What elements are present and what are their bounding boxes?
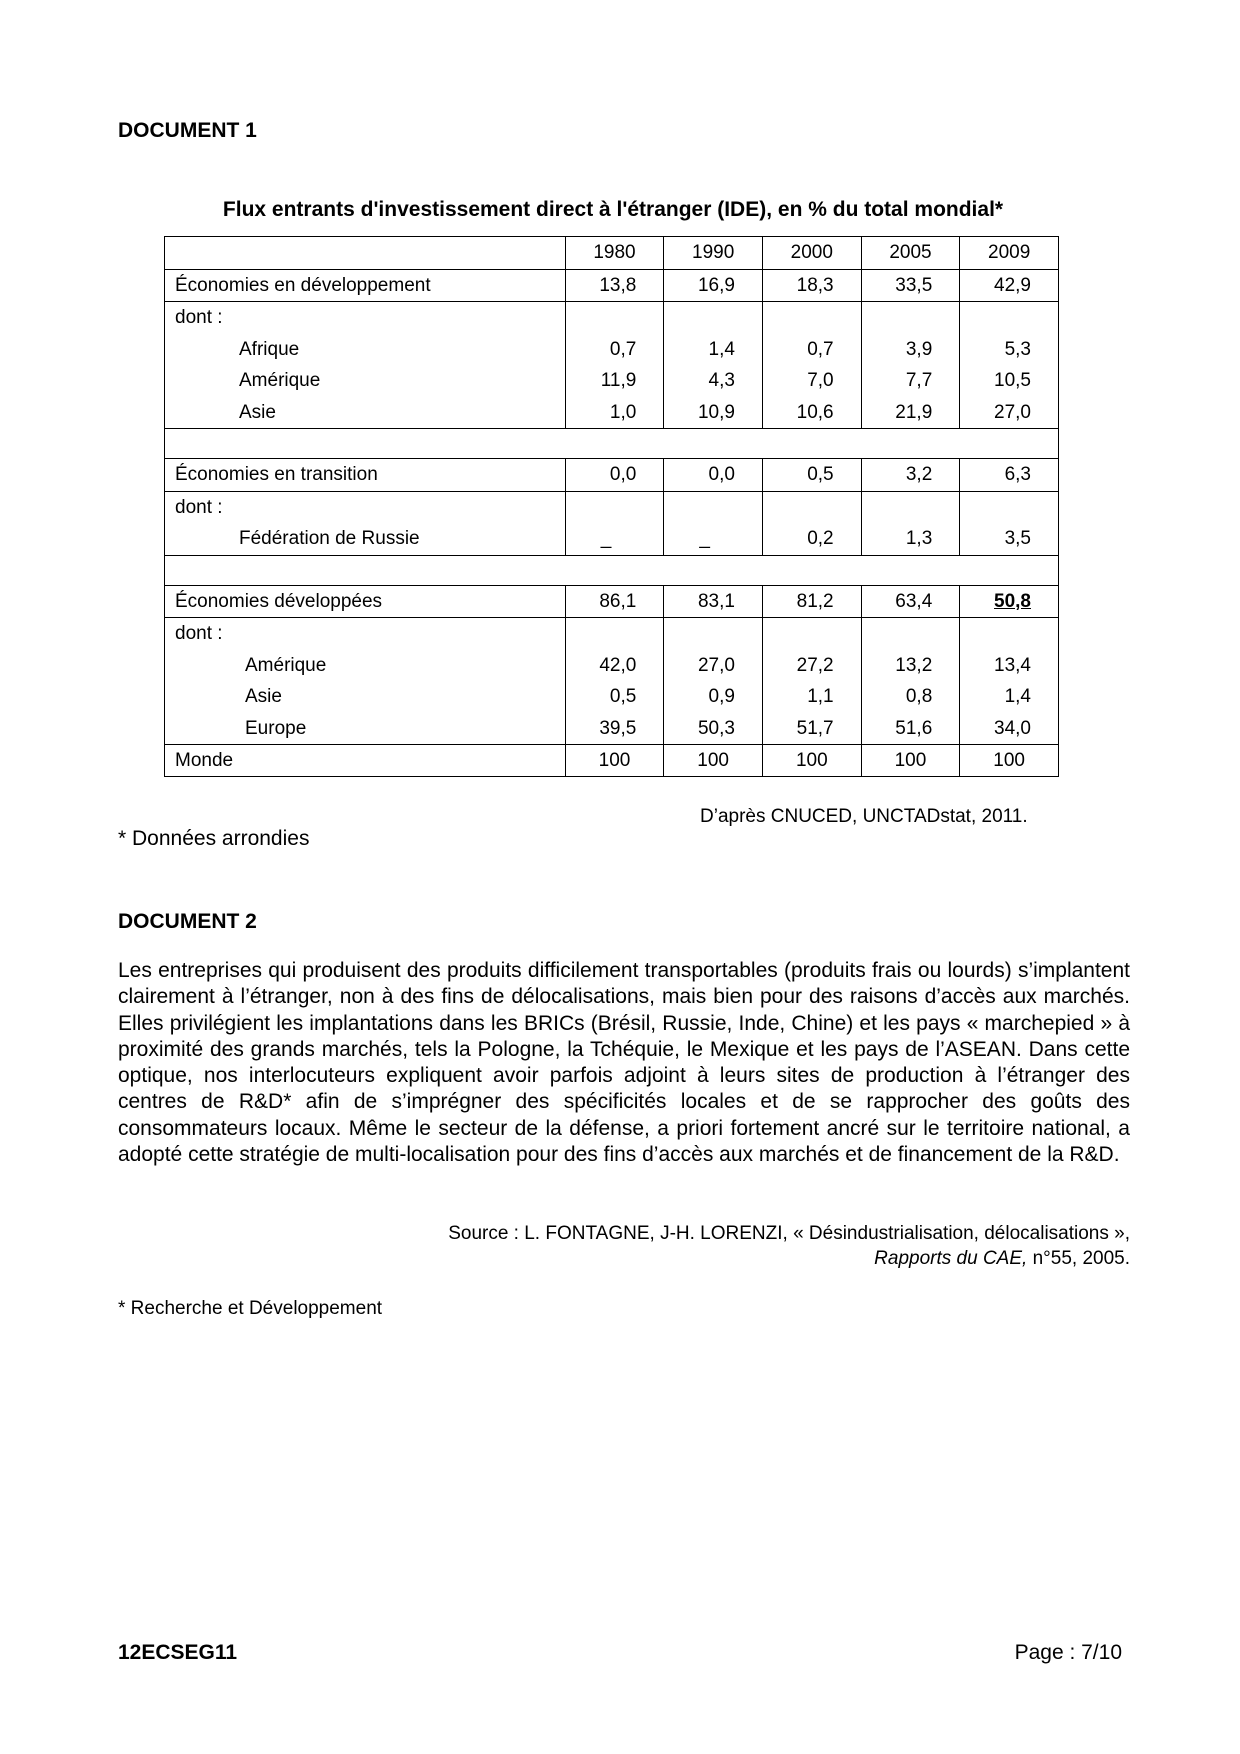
table-title: Flux entrants d'investissement direct à l'étranger (IDE), en % du total mondial* <box>222 198 1004 221</box>
table-cell: 13,8 <box>565 269 664 302</box>
table-row <box>165 459 1059 492</box>
table-spacer-row <box>165 429 1059 459</box>
source-line-1: Source : L. FONTAGNE, J-H. LORENZI, « Désindustrialisation, délocalisations », <box>448 1223 1130 1244</box>
table-cell: _ <box>565 523 664 555</box>
table-cell: 51,6 <box>861 713 960 745</box>
table-cell: 27,0 <box>960 397 1059 429</box>
table-cell: 1,4 <box>960 681 1059 713</box>
table-cell: 100 <box>762 745 861 777</box>
table-cell: 42,9 <box>960 269 1059 302</box>
table-row <box>165 585 1059 618</box>
footer-code: 12ECSEG11 <box>118 1641 238 1664</box>
row-label: Afrique <box>165 334 566 366</box>
row-label: dont : <box>165 618 566 650</box>
table-cell: 13,2 <box>861 650 960 682</box>
table-cell: 13,4 <box>960 650 1059 682</box>
table-cell: 0,8 <box>861 681 960 713</box>
table-cell: 27,2 <box>762 650 861 682</box>
table-cell: 16,9 <box>664 269 763 302</box>
table-cell: 3,2 <box>861 459 960 492</box>
year-header: 2005 <box>861 237 960 270</box>
table-cell: 7,7 <box>861 365 960 397</box>
table-spacer-row <box>165 555 1059 585</box>
table-row <box>165 397 1059 429</box>
row-label: Amérique <box>165 365 566 397</box>
row-label: Économies développées <box>165 585 566 618</box>
table-row <box>165 334 1059 366</box>
source-publication: Rapports du CAE, <box>874 1248 1028 1269</box>
table-cell: 63,4 <box>861 585 960 618</box>
table-cell: 21,9 <box>861 397 960 429</box>
document-1-heading: DOCUMENT 1 <box>118 119 257 142</box>
year-header: 1980 <box>565 237 664 270</box>
table-row <box>165 269 1059 302</box>
table-row <box>165 650 1059 682</box>
table-cell: 6,3 <box>960 459 1059 492</box>
source-issue: n°55, 2005. <box>1027 1248 1130 1269</box>
row-label: Amérique <box>165 650 566 682</box>
year-header: 2009 <box>960 237 1059 270</box>
row-label: Europe <box>165 713 566 745</box>
table-row <box>165 713 1059 745</box>
table-cell: 18,3 <box>762 269 861 302</box>
row-label: Économies en transition <box>165 459 566 492</box>
row-label: Asie <box>165 397 566 429</box>
table-cell: 7,0 <box>762 365 861 397</box>
table-cell: 39,5 <box>565 713 664 745</box>
table-cell: 3,9 <box>861 334 960 366</box>
row-label: dont : <box>165 302 566 334</box>
table-cell: 100 <box>861 745 960 777</box>
source-line-2 <box>448 1246 1130 1271</box>
table-cell: 100 <box>664 745 763 777</box>
table-cell: 27,0 <box>664 650 763 682</box>
table-cell: 0,0 <box>565 459 664 492</box>
table-row <box>165 302 1059 334</box>
table-cell: 1,4 <box>664 334 763 366</box>
table-cell: 10,9 <box>664 397 763 429</box>
table-cell: 86,1 <box>565 585 664 618</box>
table-cell-highlight <box>960 585 1059 618</box>
table-cell: 51,7 <box>762 713 861 745</box>
table-cell: 0,9 <box>664 681 763 713</box>
table-row <box>165 681 1059 713</box>
table-row <box>165 365 1059 397</box>
table-row <box>165 491 1059 523</box>
table-cell: _ <box>664 523 763 555</box>
table-cell: 5,3 <box>960 334 1059 366</box>
table-cell: 0,2 <box>762 523 861 555</box>
table-row <box>165 618 1059 650</box>
year-header: 1990 <box>664 237 763 270</box>
table-row <box>165 523 1059 555</box>
table-cell: 4,3 <box>664 365 763 397</box>
footer-page-number: Page : 7/10 <box>1014 1641 1122 1664</box>
highlighted-value: 50,8 <box>994 590 1031 612</box>
document-2-footnote: * Recherche et Développement <box>118 1298 383 1319</box>
table-cell: 1,3 <box>861 523 960 555</box>
table-cell: 1,1 <box>762 681 861 713</box>
year-header: 2000 <box>762 237 861 270</box>
row-label: dont : <box>165 491 566 523</box>
table-cell: 81,2 <box>762 585 861 618</box>
table-cell: 0,0 <box>664 459 763 492</box>
table-cell: 1,0 <box>565 397 664 429</box>
table-header-row <box>165 237 1059 270</box>
table-row-total <box>165 745 1059 777</box>
table-cell: 0,7 <box>762 334 861 366</box>
table-cell: 11,9 <box>565 365 664 397</box>
table-cell: 0,5 <box>565 681 664 713</box>
row-label: Fédération de Russie <box>165 523 566 555</box>
header-empty-cell <box>165 237 566 270</box>
table-cell: 3,5 <box>960 523 1059 555</box>
table-source: D’après CNUCED, UNCTADstat, 2011. <box>700 806 1028 827</box>
table-cell: 42,0 <box>565 650 664 682</box>
table-cell: 50,3 <box>664 713 763 745</box>
row-label: Économies en développement <box>165 269 566 302</box>
table-cell: 34,0 <box>960 713 1059 745</box>
table-cell: 33,5 <box>861 269 960 302</box>
table-cell: 100 <box>960 745 1059 777</box>
table-cell: 100 <box>565 745 664 777</box>
table-cell: 83,1 <box>664 585 763 618</box>
table-footnote: * Données arrondies <box>118 827 310 850</box>
ide-table <box>164 236 1059 777</box>
document-2-source <box>448 1221 1130 1271</box>
table-cell: 10,6 <box>762 397 861 429</box>
table-cell: 10,5 <box>960 365 1059 397</box>
row-label: Monde <box>165 745 566 777</box>
table-cell: 0,5 <box>762 459 861 492</box>
document-2-paragraph: Les entreprises qui produisent des produits difficilement transportables (produits frais ou lourds) s’implantent clairement à l’étranger, non à des fins de délocalisations, mais bien pour des raisons d’accès aux marchés. Elles privilégient les implantations dans les BRICs (Brésil, Russie, Inde, Chine) et les pays « marchepied » à proximité des grands marchés, tels la Pologne, la Tchéquie, le Mexique et les pays de l’ASEAN. Dans cette optique, nos interlocuteurs expliquent avoir parfois adjoint à leurs sites de production à l’étranger des centres de R&D* afin de s’imprégner des spécificités locales et de se rapprocher des goûts des consommateurs locaux. Même le secteur de la défense, a priori fortement ancré sur le territoire national, a adopté cette stratégie de multi-localisation pour des fins d’accès aux marchés et de financement de la R&D. <box>118 959 1130 1167</box>
document-2-heading: DOCUMENT 2 <box>118 910 257 933</box>
table-cell: 0,7 <box>565 334 664 366</box>
row-label: Asie <box>165 681 566 713</box>
